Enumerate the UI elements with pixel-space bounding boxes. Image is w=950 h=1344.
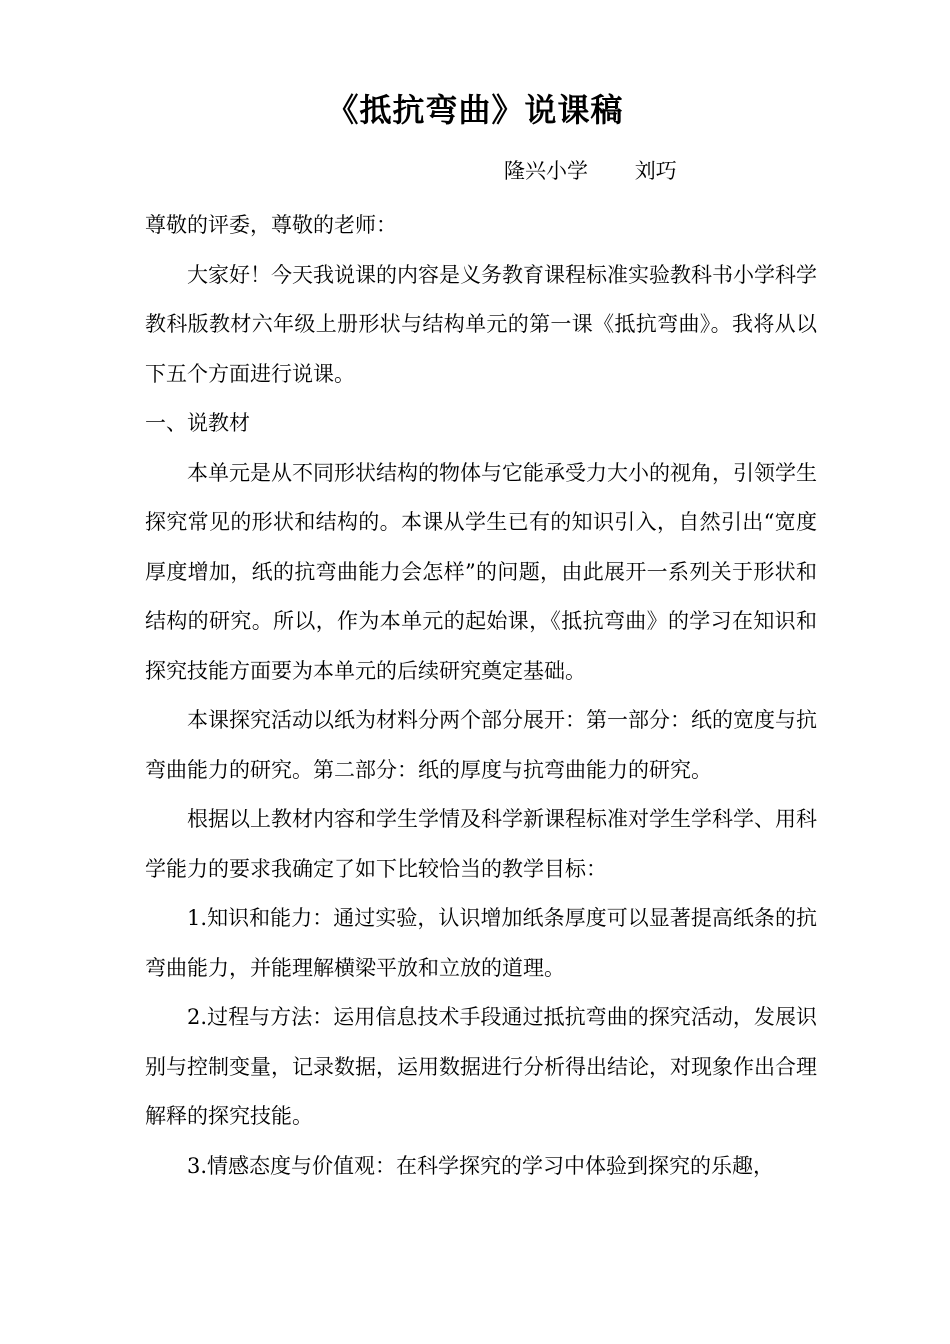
paragraph-goal-process: 2.过程与方法：运用信息技术手段通过抵抗弯曲的探究活动，发展识别与控制变量，记录数据，运用数据进行分析得出结论，对现象作出合理解释的探究技能。: [145, 1005, 817, 1128]
author-name: 刘巧: [634, 159, 677, 183]
paragraph-intro: 大家好！今天我说课的内容是义务教育课程标准实验教科书小学科学教科版教材六年级上册形状与结构单元的第一课《抵抗弯曲》。我将从以下五个方面进行说课。: [145, 262, 817, 386]
author-line: [504, 155, 677, 187]
author-school: 隆兴小学: [504, 159, 588, 183]
paragraph-salutation: 尊敬的评委，尊敬的老师：: [145, 213, 397, 237]
document-title: 《抵抗弯曲》说课稿: [326, 91, 624, 129]
paragraph-goals-intro: 根据以上教材内容和学生学情及科学新课程标准对学生学科学、用科学能力的要求我确定了如下比较恰当的教学目标：: [145, 807, 817, 881]
paragraph-unit-overview: 本单元是从不同形状结构的物体与它能承受力大小的视角，引领学生探究常见的形状和结构的。本课从学生已有的知识引入，自然引出“宽度厚度增加，纸的抗弯曲能力会怎样”的问题，由此展开一系列关于形状和结构的研究。所以，作为本单元的起始课，《抵抗弯曲》的学习在知识和探究技能方面要为本单元的后续研究奠定基础。: [145, 460, 817, 683]
document-body: [145, 201, 817, 1191]
section-heading-textbook: 一、说教材: [145, 411, 250, 435]
paragraph-activities: 本课探究活动以纸为材料分两个部分展开：第一部分：纸的宽度与抗弯曲能力的研究。第二部分：纸的厚度与抗弯曲能力的研究。: [145, 708, 817, 782]
paragraph-goal-attitude: 3.情感态度与价值观：在科学探究的学习中体验到探究的乐趣，: [187, 1153, 775, 1178]
paragraph-goal-knowledge: 1.知识和能力：通过实验，认识增加纸条厚度可以显著提高纸条的抗弯曲能力，并能理解横梁平放和立放的道理。: [145, 906, 817, 980]
